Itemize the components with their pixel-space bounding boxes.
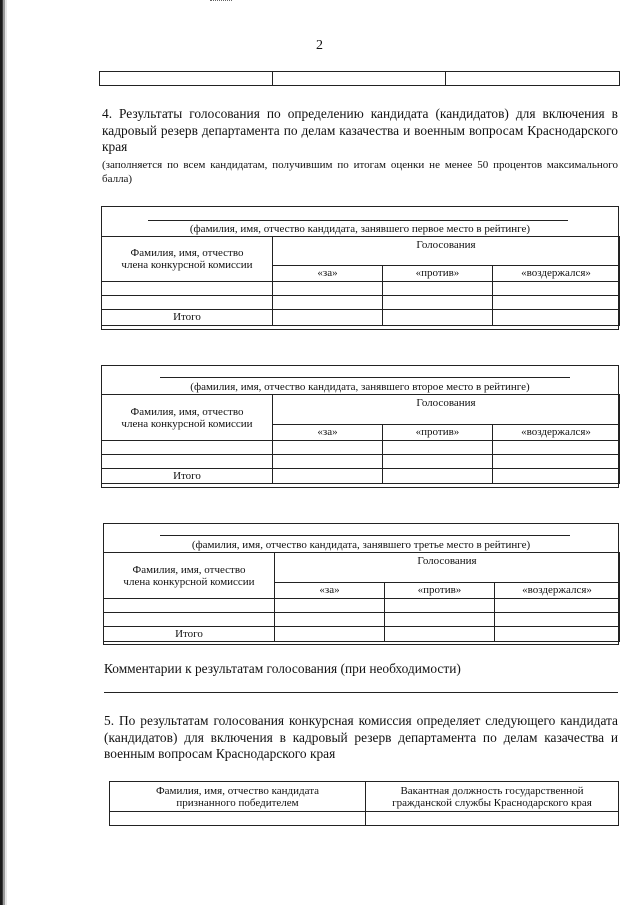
col-abstain: «воздержался»: [493, 266, 620, 282]
table-cell: [385, 613, 495, 627]
table-cell: [493, 296, 620, 310]
table-cell: [493, 282, 620, 296]
votes-grid: [103, 552, 620, 642]
total-label: Итого: [102, 469, 273, 484]
winner-name-header: Фамилия, имя, отчество кандидата признанного победителем: [110, 782, 366, 812]
candidate-caption: (фамилия, имя, отчество кандидата, занявшего третье место в рейтинге): [191, 539, 531, 551]
table-cell: [104, 599, 275, 613]
col-for: «за»: [273, 266, 383, 282]
section4-heading: 4. Результаты голосования по определению кандидата (кандидатов) для включения в кадровый резерв департамента по делам казачества и военным вопросам Краснодарского края: [102, 106, 618, 154]
comments-line: [104, 692, 618, 693]
col-against: «против»: [383, 425, 493, 441]
candidate-name-line: [160, 377, 570, 378]
page-number: 2: [316, 38, 323, 53]
table-cell: [493, 441, 620, 455]
scan-edge: [0, 0, 7, 905]
total-label: Итого: [102, 310, 273, 326]
candidate-caption: (фамилия, имя, отчество кандидата, занявшего первое место в рейтинге): [189, 223, 531, 235]
continuation-table: [99, 71, 620, 86]
table-cell: [273, 441, 383, 455]
votes-header: Голосования: [275, 553, 620, 583]
table-cell: [110, 812, 366, 826]
scan-mark: [210, 0, 232, 4]
votes-header: Голосования: [273, 237, 620, 266]
table-cell: [383, 310, 493, 326]
table-cell: [102, 282, 273, 296]
table-cell: [383, 296, 493, 310]
table-cell: [273, 296, 383, 310]
table-cell: [493, 469, 620, 484]
table-cell: [385, 599, 495, 613]
table-cell: [102, 296, 273, 310]
member-header: Фамилия, имя, отчество члена конкурсной комиссии: [102, 237, 273, 282]
candidate-name-line: [160, 535, 570, 536]
member-header: Фамилия, имя, отчество члена конкурсной комиссии: [102, 395, 273, 441]
table-cell: [495, 613, 620, 627]
table-cell: [102, 441, 273, 455]
table-cell: [495, 599, 620, 613]
section4-note: (заполняется по всем кандидатам, получившим по итогам оценки не менее 50 процентов максимального балла): [102, 159, 618, 185]
comments-label: Комментарии к результатам голосования (при необходимости): [104, 661, 461, 676]
winner-table: [109, 781, 619, 826]
table-cell: [273, 282, 383, 296]
col-for: «за»: [273, 425, 383, 441]
col-against: «против»: [383, 266, 493, 282]
table-cell: [446, 72, 620, 86]
table-cell: [383, 282, 493, 296]
table-cell: [495, 627, 620, 642]
total-label: Итого: [104, 627, 275, 642]
table-cell: [104, 613, 275, 627]
table-cell: [100, 72, 273, 86]
table-cell: [102, 455, 273, 469]
table-cell: [366, 812, 619, 826]
table-cell: [273, 469, 383, 484]
table-cell: [273, 310, 383, 326]
table-cell: [275, 627, 385, 642]
table-cell: [275, 613, 385, 627]
table-cell: [383, 455, 493, 469]
col-for: «за»: [275, 583, 385, 599]
col-abstain: «воздержался»: [493, 425, 620, 441]
section5-heading: 5. По результатам голосования конкурсная комиссия определяет следующего кандидата (кандидатов) для включения в кадровый резерв департамента по делам казачества и военным вопросам Краснодарского края: [104, 713, 618, 761]
col-abstain: «воздержался»: [495, 583, 620, 599]
table-cell: [493, 310, 620, 326]
candidate-caption: (фамилия, имя, отчество кандидата, занявшего второе место в рейтинге): [190, 381, 530, 393]
votes-grid: [101, 236, 620, 326]
table-cell: [273, 455, 383, 469]
col-against: «против»: [385, 583, 495, 599]
vacant-position-header: Вакантная должность государственной гражданской службы Краснодарского края: [366, 782, 619, 812]
member-header: Фамилия, имя, отчество члена конкурсной комиссии: [104, 553, 275, 599]
candidate-name-line: [148, 220, 568, 221]
table-cell: [383, 469, 493, 484]
table-cell: [275, 599, 385, 613]
table-cell: [383, 441, 493, 455]
votes-header: Голосования: [273, 395, 620, 425]
votes-grid: [101, 394, 620, 484]
table-cell: [493, 455, 620, 469]
table-cell: [273, 72, 446, 86]
table-cell: [385, 627, 495, 642]
